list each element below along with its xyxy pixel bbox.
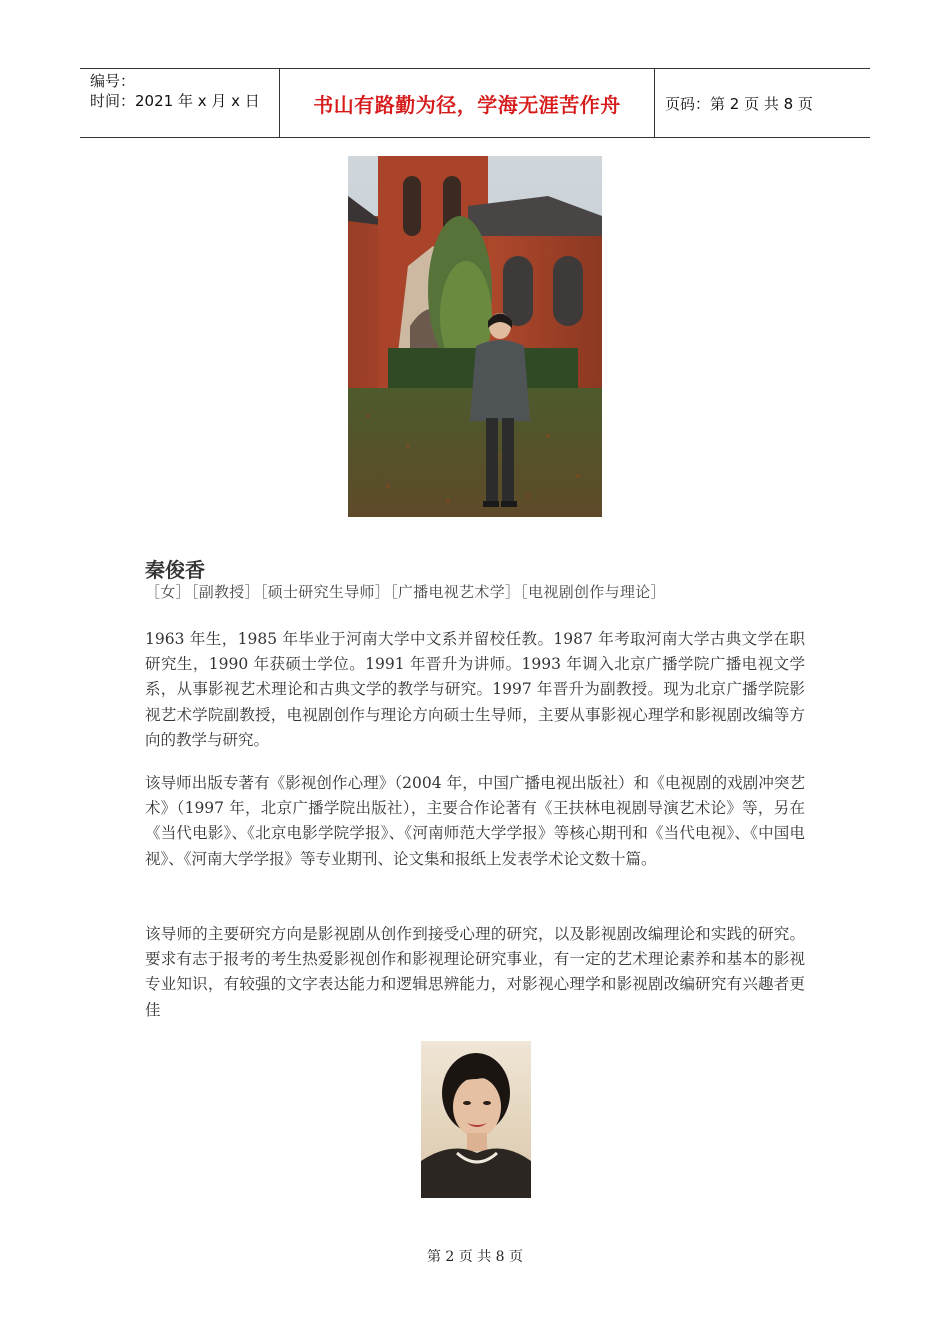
profile-name: 秦俊香 [145, 558, 205, 582]
profile-paragraph-bio: 1963 年生，1985 年毕业于河南大学中文系并留校任教。1987 年考取河南大学古典文学在职研究生，1990 年获硕士学位。1991 年晋升为讲师。1993 年调入北京广播学院广播电视文学系，从事影视艺术理论和古典文学的教学与研究。1997 年晋升为副教授。现为北京广播学院影视艺术学院副教授，电视剧创作与理论方向硕士生导师，主要从事影视心理学和影视剧改编等方向的教学与研究。 [145, 630, 805, 749]
profile-tags: ［女］［副教授］［硕士研究生导师］［广播电视艺术学］［电视剧创作与理论］ [145, 583, 666, 601]
header-motto: 书山有路勤为径，学海无涯苦作舟 [280, 69, 655, 137]
document-date: 时间：2021 年 x 月 x 日 [90, 92, 260, 110]
header-meta [80, 69, 280, 137]
profile-paragraph-publications: 该导师出版专著有《影视创作心理》（2004 年，中国广播电视出版社）和《电视剧的戏剧冲突艺术》（1997 年，北京广播学院出版社），主要合作论著有《王扶林电视剧导演艺术论》等，另在《当代电影》、《北京电影学院学报》、《河南师范大学学报》等核心期刊和《当代电视》、《中国电视》、《河南大学学报》等专业期刊、论文集和报纸上发表学术论文数十篇。 [145, 774, 805, 868]
header-page-info: 页码：第 2 页 共 8 页 [665, 94, 813, 113]
page-header [80, 68, 870, 138]
page-footer: 第 2 页 共 8 页 [426, 1249, 524, 1265]
profile-paragraph-research: 该导师的主要研究方向是影视剧从创作到接受心理的研究，以及影视剧改编理论和实践的研究。要求有志于报考的考生热爱影视创作和影视理论研究事业，有一定的艺术理论素养和基本的影视专业知识，有较强的文字表达能力和逻辑思辨能力，对影视心理学和影视剧改编研究有兴趣者更佳 [145, 925, 805, 1019]
profile-photo-church [348, 156, 602, 517]
document-number: 编号： [90, 72, 136, 90]
profile-photo-portrait [421, 1041, 531, 1198]
